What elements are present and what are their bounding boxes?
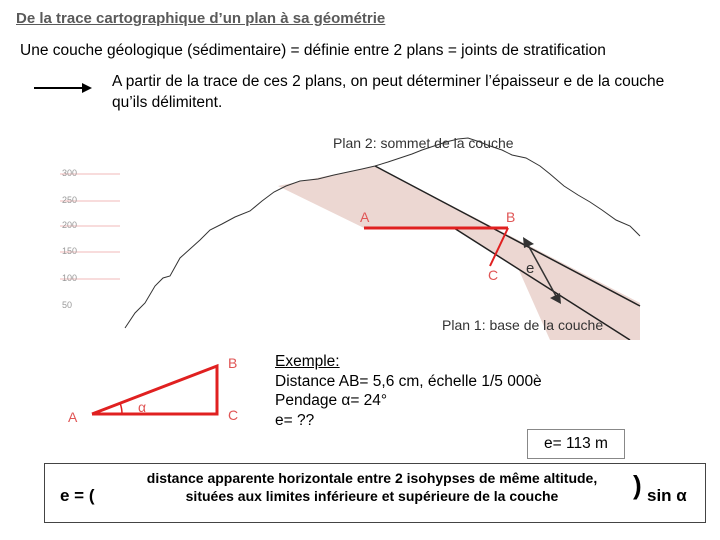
example-distance: Distance AB= 5,6 cm, échelle 1/5 000è	[275, 372, 542, 390]
sedimentary-layer	[278, 166, 640, 340]
formula-line-1: distance apparente horizontale entre 2 isohypses de même altitude,	[146, 470, 598, 486]
triangle-shape	[92, 366, 217, 414]
formula-text	[107, 469, 637, 505]
cross-section-diagram	[50, 128, 645, 340]
explanation-text: A partir de la trace de ces 2 plans, on peut déterminer l’épaisseur e de la couche qu’ils délimitent.	[112, 73, 665, 111]
angle-alpha-label: α	[138, 399, 147, 415]
example-dip: Pendage α= 24°	[275, 392, 388, 409]
formula-rhs: sin α	[647, 486, 687, 505]
slide-title: De la trace cartographique d’un plan à sa géométrie	[16, 10, 386, 27]
point-b-label: B	[506, 209, 516, 225]
example-heading: Exemple:	[275, 353, 340, 370]
example-block	[275, 352, 542, 430]
plan-2-line	[375, 166, 640, 306]
triangle-b-label: B	[228, 355, 238, 371]
altitude-label: 50	[62, 300, 73, 310]
formula-right-paren: )	[633, 470, 642, 500]
right-arrow-icon	[34, 80, 94, 96]
example-question: e= ??	[275, 411, 315, 429]
plan-2-label: Plan 2: sommet de la couche	[333, 135, 514, 151]
angle-arc	[120, 403, 122, 414]
point-a-label: A	[360, 209, 370, 225]
triangle-a-label: A	[68, 409, 78, 425]
formula-line-2: situées aux limites inférieure et supérieure de la couche	[185, 488, 559, 504]
triangle-c-label: C	[228, 407, 239, 423]
formula-box	[44, 463, 706, 523]
altitude-label: 300	[62, 168, 78, 178]
altitude-label: 200	[62, 220, 78, 230]
result-box: e= 113 m	[527, 429, 625, 459]
formula-lhs: e = (	[60, 486, 95, 505]
right-triangle-diagram	[62, 348, 252, 430]
altitude-label: 250	[62, 195, 78, 205]
subtitle: Une couche géologique (sédimentaire) = définie entre 2 plans = joints de stratification	[20, 42, 606, 59]
thickness-e-label: e	[526, 260, 535, 277]
altitude-label: 150	[62, 246, 78, 256]
point-c-label: C	[488, 267, 499, 283]
plan-1-label: Plan 1: base de la couche	[442, 317, 604, 333]
altitude-label: 100	[62, 273, 78, 283]
